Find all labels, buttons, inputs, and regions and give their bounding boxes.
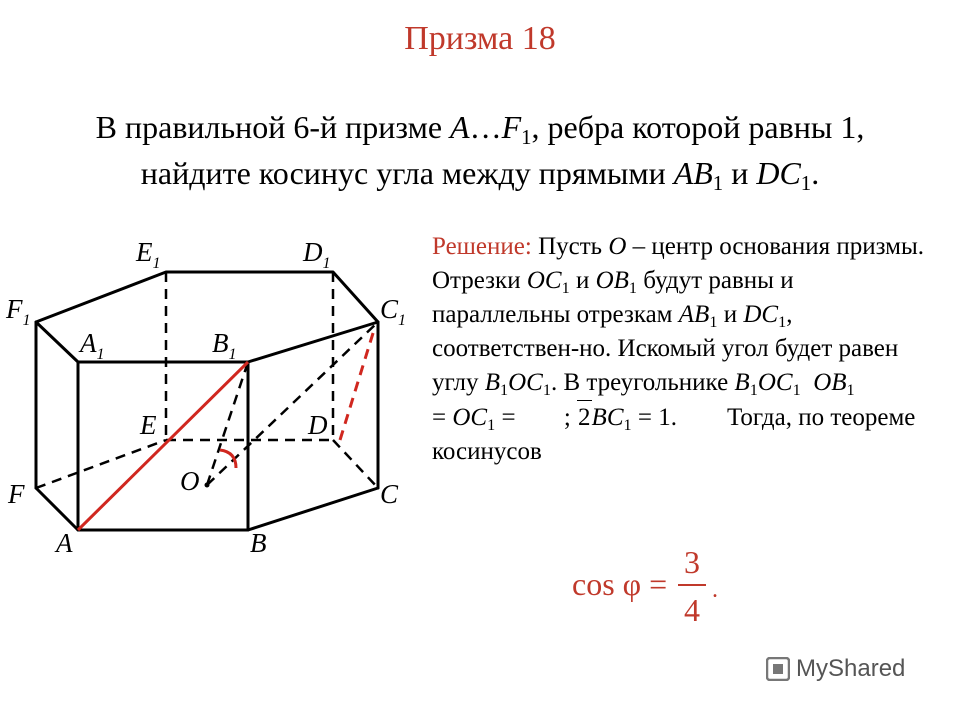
solution-fragment: Пусть xyxy=(531,233,609,260)
label-d: D xyxy=(308,410,328,440)
solution-fragment: . В треугольнике xyxy=(550,369,735,396)
myshared-logo-icon xyxy=(766,657,790,681)
problem-text: , ребра которой равны 1, xyxy=(531,109,865,145)
cosine-formula xyxy=(572,545,732,630)
center-point xyxy=(205,483,210,488)
problem-text: . xyxy=(811,155,820,191)
sqrt-radicand: 2 xyxy=(577,400,592,435)
label-d1: $D_1$ xyxy=(303,237,331,272)
problem-statement xyxy=(20,104,940,196)
subscript: 1 xyxy=(792,380,801,399)
solution-fragment: будут равны и параллельны отрезкам xyxy=(432,267,794,328)
label-b: B xyxy=(250,528,267,558)
formula-lhs: cos φ = xyxy=(572,566,668,602)
math-oc: OC xyxy=(526,267,562,294)
prism-figure xyxy=(0,222,420,562)
line-dc: DC xyxy=(756,155,801,191)
solution-text xyxy=(432,230,932,469)
vertex-a: A xyxy=(450,109,470,145)
math-b: B xyxy=(484,369,500,396)
subscript: 1 xyxy=(628,278,638,297)
label-c: C xyxy=(380,479,399,509)
label-c1: $C_1$ xyxy=(380,294,407,329)
label-f1: $F_1$ xyxy=(6,294,31,329)
subscript: 1 xyxy=(542,380,551,399)
solution-fragment: и xyxy=(569,267,596,294)
math-c: C xyxy=(606,404,624,431)
problem-text: найдите косинус угла между прямыми xyxy=(140,155,674,191)
subscript: 1 xyxy=(712,172,724,196)
subscript: 1 xyxy=(846,380,855,399)
solution-fragment: – центр основания призмы. Отрезки xyxy=(432,233,925,294)
math-ob: OB xyxy=(595,267,629,294)
subscript: 1 xyxy=(500,380,509,399)
subscript: 1 xyxy=(778,312,787,331)
solution-fragment: = 1. xyxy=(631,404,677,431)
subscript: 1 xyxy=(800,172,812,196)
math-dc: DC xyxy=(743,301,779,328)
slide-title: Призма 18 xyxy=(404,20,556,57)
edge-d-c xyxy=(333,440,378,488)
label-f: F xyxy=(8,479,25,509)
subscript: 1 xyxy=(521,126,532,150)
math-b: B xyxy=(591,404,607,431)
math-oc: OC xyxy=(452,404,488,431)
watermark-text: MyShared xyxy=(796,655,906,682)
subscript: 1 xyxy=(749,380,758,399)
math-o: O xyxy=(608,233,627,260)
problem-text: В правильной 6-й призме xyxy=(95,109,451,145)
line-ab: AB xyxy=(673,155,713,191)
subscript: 1 xyxy=(623,415,632,434)
solution-heading: Решение: xyxy=(432,233,532,260)
subscript: 1 xyxy=(709,312,718,331)
formula-numerator: 3 xyxy=(684,545,700,580)
label-e1: $E_1$ xyxy=(136,237,161,272)
label-o: O xyxy=(180,466,200,496)
formula-period: . xyxy=(712,577,718,603)
math-oc: OC xyxy=(508,369,543,396)
subscript: 1 xyxy=(561,278,570,297)
vertex-f: F xyxy=(501,109,522,145)
angle-arc xyxy=(220,450,236,468)
bottom-visible xyxy=(36,488,378,530)
problem-text: и xyxy=(723,155,757,191)
subscript: 1 xyxy=(487,415,496,434)
segment-d-c1 xyxy=(340,330,374,440)
solution-fragment: Тогда, по теореме косинусов xyxy=(432,404,916,465)
label-e: E xyxy=(140,410,157,440)
watermark xyxy=(766,655,905,683)
hidden-edges xyxy=(36,272,378,488)
solution-fragment: = xyxy=(432,404,453,431)
solution-fragment: , соответствен-но. Искомый угол будет равен углу xyxy=(432,301,899,396)
label-a: A xyxy=(56,528,73,558)
label-a1: $A_1$ xyxy=(80,328,105,363)
math-ab: AB xyxy=(678,301,710,328)
math-b: B xyxy=(734,369,750,396)
segment-a-b1 xyxy=(78,362,248,530)
formula-denominator: 4 xyxy=(684,592,700,628)
math-oc: OC xyxy=(757,369,793,396)
label-b1: $B_1$ xyxy=(212,328,237,363)
math-ob: OB xyxy=(813,369,847,396)
ellipsis: … xyxy=(469,109,502,145)
solution-fragment: и xyxy=(717,301,744,328)
solution-fragment: ; xyxy=(563,404,578,431)
solution-fragment: = xyxy=(495,404,522,431)
